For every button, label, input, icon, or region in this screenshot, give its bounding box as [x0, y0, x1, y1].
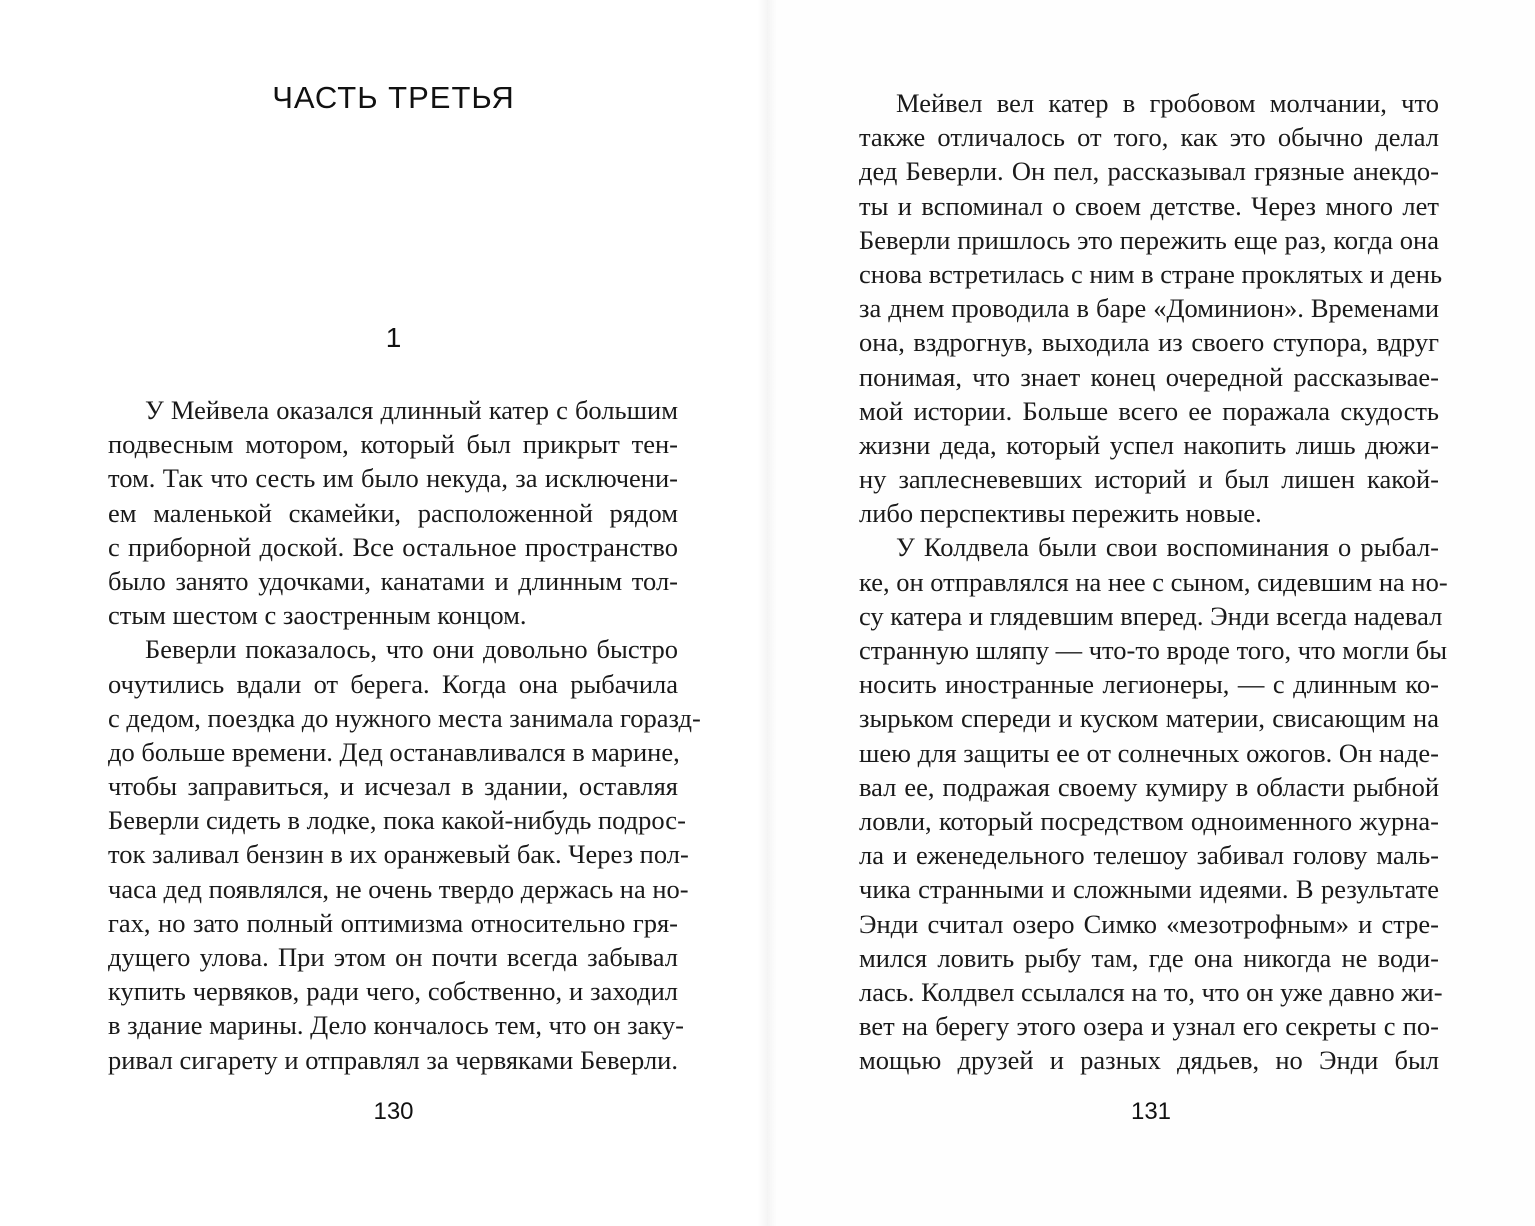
text-line: ривал сигарету и отправлял за червяками Беверли.	[108, 1044, 678, 1075]
text-line: Беверли пришлось это пережить еще раз, когда она	[859, 224, 1439, 255]
text-line: в здание марины. Дело кончалось тем, что он заку-	[108, 1010, 684, 1041]
text-line: снова встретилась с ним в стране проклятых и день	[859, 258, 1443, 289]
text-line: ловли, который посредством одноименного журна-	[859, 805, 1439, 836]
right-page	[767, 0, 1535, 1226]
text-line: ток заливал бензин в их оранжевый бак. Через пол-	[108, 839, 689, 870]
text-line: Энди считал озеро Симко «мезотрофным» и стре-	[859, 908, 1439, 939]
text-line: вал ее, подражая своему кумиру в области рыбной	[859, 771, 1439, 802]
text-line: до больше времени. Дед останавливался в марине,	[108, 736, 680, 767]
text-line: мой истории. Больше всего ее поражала скудость	[859, 395, 1439, 426]
text-line: подвесным мотором, который был прикрыт тен-	[108, 429, 678, 460]
book-gutter	[757, 0, 777, 1226]
text-line: су катера и глядевшим вперед. Энди всегда надевал	[859, 600, 1443, 631]
text-line: том. Так что сесть им было некуда, за исключени-	[108, 463, 678, 494]
chapter-number: 1	[385, 322, 402, 353]
text-line: жизни деда, который успел накопить лишь дюжи-	[859, 429, 1439, 460]
text-line: вет на берегу этого озера и узнал его секреты с по-	[859, 1011, 1439, 1042]
left-page	[0, 0, 767, 1226]
text-line: понимая, что знает конец очередной рассказывае-	[859, 361, 1439, 392]
right-page-text	[859, 86, 1448, 1077]
text-line: ем маленькой скамейки, расположенной рядом	[108, 497, 678, 528]
text-line: мился ловить рыбу там, где она никогда не води-	[859, 942, 1439, 973]
page-number-left: 130	[373, 1098, 414, 1125]
text-line: за днем проводила в баре «Доминион». Временами	[859, 293, 1439, 324]
text-line: чика странными и сложными идеями. В результате	[859, 874, 1439, 905]
text-line: носить иностранные легионеры, — с длинным ко-	[859, 669, 1439, 700]
text-line: Беверли сидеть в лодке, пока какой-нибудь подрос-	[108, 805, 686, 836]
text-line: чтобы заправиться, и исчезал в здании, оставляя	[108, 771, 678, 802]
text-line: с дедом, поездка до нужного места занимала горазд-	[108, 702, 701, 733]
text-line: ке, он отправлялся на нее с сыном, сидевшим на но-	[859, 566, 1448, 597]
text-line: было занято удочками, канатами и длинным тол-	[108, 565, 678, 596]
text-line: шею для защиты ее от солнечных ожогов. Он наде-	[859, 737, 1439, 768]
text-line: лась. Колдвел ссылался на то, что он уже давно жи-	[859, 976, 1443, 1007]
text-line: либо перспективы пережить новые.	[859, 498, 1262, 529]
text-line: очутились вдали от берега. Когда она рыбачила	[108, 668, 678, 699]
text-line: дущего улова. При этом он почти всегда забывал	[108, 942, 678, 972]
text-line: Мейвел вел катер в гробовом молчании, что	[896, 88, 1439, 118]
text-line: У Мейвела оказался длинный катер с большим	[145, 395, 678, 425]
text-line: мощью друзей и разных дядьев, но Энди был	[859, 1045, 1439, 1076]
text-line: гах, но зато полный оптимизма относительно гря-	[108, 907, 678, 938]
text-line: с приборной доской. Все остальное пространство	[108, 531, 678, 562]
text-line: У Колдвела были свои воспоминания о рыбал-	[896, 532, 1439, 563]
left-page-text	[108, 393, 701, 1077]
text-line: стым шестом с заостренным концом.	[108, 600, 527, 631]
text-line: дед Беверли. Он пел, рассказывал грязные анекдо-	[859, 156, 1439, 187]
text-line: зырьком спереди и куском материи, свисающим на	[859, 703, 1439, 734]
text-line: ла и еженедельного телешоу забивал голову маль-	[859, 840, 1439, 871]
text-line: странную шляпу — что-то вроде того, что могли бы	[859, 635, 1448, 665]
text-line: ну заплесневевших историй и был лишен какой-	[859, 464, 1439, 495]
part-title: ЧАСТЬ ТРЕТЬЯ	[272, 80, 515, 115]
text-line: также отличалось от того, как это обычно делал	[859, 122, 1439, 153]
text-line: ты и вспоминал о своем детстве. Через много лет	[859, 190, 1439, 221]
text-line: купить червяков, ради чего, собственно, и заходил	[108, 976, 678, 1007]
text-line: она, вздрогнув, выходила из своего ступора, вдруг	[859, 327, 1439, 358]
text-line: часа дед появлялся, не очень твердо держась на но-	[108, 873, 689, 904]
page-number-right: 131	[1130, 1098, 1172, 1125]
text-line: Беверли показалось, что они довольно быстро	[145, 634, 678, 665]
